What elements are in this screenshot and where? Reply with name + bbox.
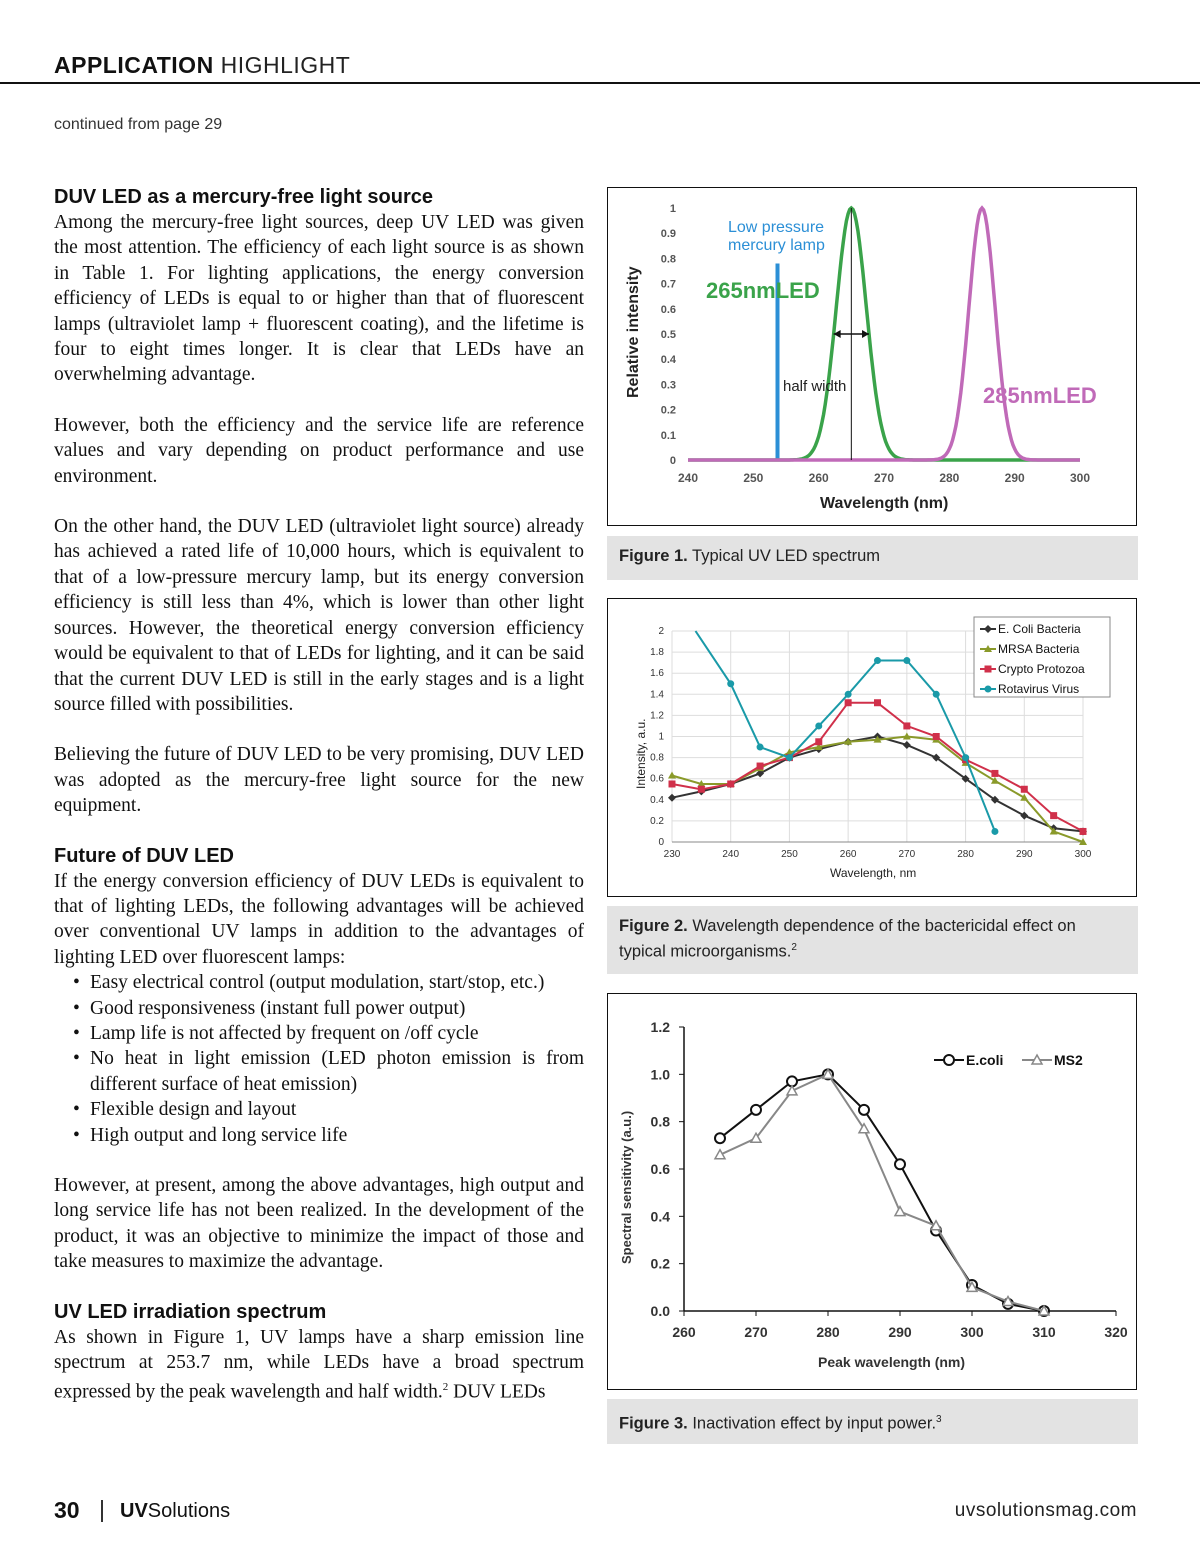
paragraph: If the energy conversion efficiency of DUV LEDs is equivalent to that of lighting LEDs, the following advantages will be achieved over conventional UV lamps in addition to the advantages of lighting LED over fluorescent lamps: xyxy=(54,870,584,968)
data-point xyxy=(962,754,969,761)
x-tick-label: 270 xyxy=(744,1324,768,1340)
x-tick-label: 280 xyxy=(939,471,960,485)
x-tick-label: 300 xyxy=(1074,849,1092,860)
y-tick-label: 1 xyxy=(669,203,676,215)
data-point xyxy=(895,1159,905,1169)
data-point xyxy=(985,686,992,693)
data-point xyxy=(991,828,998,835)
data-point xyxy=(715,1150,725,1159)
data-point xyxy=(698,786,705,793)
x-tick-label: 320 xyxy=(1104,1324,1128,1340)
citation-sup: 2 xyxy=(791,942,797,953)
data-point xyxy=(727,680,734,687)
paragraph: Among the mercury-free light sources, deep UV LED was given the most attention. The efficiency of each light source is as shown in Table 1. For lighting applications, the energy conversion efficiency of LEDs is equal to or higher than that of fluorescent lamps (ultraviolet lamp + fluorescent coating), and the lifetime is four to eight times longer. It is clear that LEDs have an overwhelming advantage. xyxy=(54,212,584,386)
caption-text: Typical UV LED spectrum xyxy=(687,547,881,565)
section-heading: DUV LED as a mercury-free light source xyxy=(54,186,434,208)
caption-label: Figure 1. xyxy=(619,547,688,565)
y-tick-label: 1.2 xyxy=(650,710,664,722)
x-tick-label: 240 xyxy=(722,849,740,860)
y-tick-label: 0 xyxy=(658,837,664,848)
paragraph: On the other hand, the DUV LED (ultraviolet light source) already has achieved a rated life of 10,000 hours, which is equivalent to that of a low-pressure mercury lamp, but its energy conversion efficiency is still less than 4%, which is lower than other light sources. However, the theoretical energy conversion efficiency would be equivalent to that of LEDs for lighting, and it can be said that the current DUV LED is still in the early stages and is a light source filled with possibilities. xyxy=(54,516,584,715)
x-axis-label: Wavelength (nm) xyxy=(820,495,949,512)
data-point xyxy=(1050,812,1057,819)
figure-2-chart xyxy=(608,599,1136,895)
y-axis-label: Intensity, a.u. xyxy=(634,718,648,789)
y-tick-label: 1.4 xyxy=(650,689,664,701)
figure-3 xyxy=(607,993,1137,1390)
legend-label: E. Coli Bacteria xyxy=(998,622,1081,636)
data-point xyxy=(669,780,676,787)
section-header xyxy=(54,52,350,79)
section-heading: UV LED irradiation spectrum xyxy=(54,1300,327,1323)
data-point xyxy=(815,722,822,729)
x-tick-label: 300 xyxy=(1069,471,1091,485)
list-item: • Flexible design and layout xyxy=(90,1097,584,1122)
data-point xyxy=(668,772,676,779)
citation-sup: 3 xyxy=(936,1414,942,1425)
data-point xyxy=(727,780,734,787)
y-tick-label: 1.8 xyxy=(650,647,664,659)
header-light: HIGHLIGHT xyxy=(220,52,351,78)
data-point xyxy=(786,754,793,761)
y-tick-label: 0.4 xyxy=(650,794,664,806)
data-point xyxy=(903,722,910,729)
x-tick-label: 260 xyxy=(839,849,857,860)
y-tick-label: 0.6 xyxy=(650,1161,670,1177)
series-line xyxy=(696,631,995,831)
list-item: • No heat in light emission (LED photon emission is from different surface of heat emission) xyxy=(90,1046,584,1097)
article-column xyxy=(54,185,584,1405)
series-line xyxy=(672,703,1083,832)
annotation-mercury-line2: mercury lamp xyxy=(728,237,825,254)
citation-sup: 2 xyxy=(442,1381,449,1394)
brand-bold: UV xyxy=(120,1500,148,1522)
series-line xyxy=(720,1074,1044,1311)
figure-1-caption xyxy=(607,536,1138,580)
paragraph: However, at present, among the above advantages, high output and long service life has not been realized. In the development of the product, it was an objective to minimize the impact of those and take measures to maximize the advantage. xyxy=(54,1175,584,1273)
data-point xyxy=(1021,786,1028,793)
x-tick-label: 290 xyxy=(1015,849,1033,860)
data-point xyxy=(668,794,676,802)
data-point xyxy=(991,777,999,784)
continued-note: continued from page 29 xyxy=(54,116,223,133)
x-tick-label: 280 xyxy=(957,849,974,860)
x-tick-label: 270 xyxy=(898,849,916,860)
x-axis-label: Wavelength, nm xyxy=(830,866,917,880)
legend-label: Rotavirus Virus xyxy=(998,682,1080,696)
x-tick-label: 250 xyxy=(781,849,798,860)
data-point xyxy=(845,699,852,706)
paragraph-text: As shown in Figure 1, UV lamps have a sharp emission line spectrum at 253.7 nm, while LEDs have a broad spectrum expressed by the peak wavelength and half width. xyxy=(54,1326,584,1403)
data-point xyxy=(933,691,940,698)
list-item: • Good responsiveness (instant full power output) xyxy=(90,996,584,1021)
paragraph: However, both the efficiency and the service life are reference values and vary depending on product performance and use environment. xyxy=(54,414,584,487)
y-tick-label: 0.2 xyxy=(660,404,676,417)
data-point xyxy=(985,666,992,673)
footer-divider xyxy=(101,1500,103,1522)
series-rotavirus-virus xyxy=(696,631,999,835)
y-tick-label: 0.4 xyxy=(650,1208,670,1225)
x-tick-label: 290 xyxy=(888,1324,912,1340)
x-tick-label: 270 xyxy=(873,471,895,485)
x-axis-label: Peak wavelength (nm) xyxy=(818,1354,966,1370)
legend-marker xyxy=(944,1055,954,1065)
data-point xyxy=(874,699,881,706)
figure-3-chart xyxy=(608,994,1136,1388)
data-point xyxy=(757,744,764,751)
y-tick-label: 1.0 xyxy=(650,1066,670,1083)
paragraph xyxy=(54,1325,584,1406)
caption-text: Inactivation effect by input power. xyxy=(687,1414,937,1433)
data-point xyxy=(991,770,998,777)
data-point xyxy=(845,691,852,698)
y-tick-label: 0 xyxy=(669,455,676,467)
paragraph-text: DUV LEDs xyxy=(448,1381,546,1403)
y-tick-label: 0.2 xyxy=(650,1255,670,1272)
annotation-265nm: 265nmLED xyxy=(706,278,820,303)
data-point xyxy=(859,1105,869,1115)
list-item: • Easy electrical control (output modulation, start/stop, etc.) xyxy=(90,970,584,995)
x-tick-label: 260 xyxy=(808,471,829,485)
data-point xyxy=(815,738,822,745)
x-tick-label: 250 xyxy=(743,471,764,485)
x-tick-label: 300 xyxy=(960,1324,984,1340)
data-point xyxy=(903,741,911,749)
y-tick-label: 0.7 xyxy=(660,278,676,291)
y-tick-label: 0.8 xyxy=(650,1113,670,1130)
y-tick-label: 0.4 xyxy=(660,354,676,367)
legend-label: MRSA Bacteria xyxy=(998,642,1080,656)
figure-3-caption xyxy=(607,1399,1138,1444)
data-point xyxy=(751,1105,761,1115)
y-tick-label: 0.2 xyxy=(650,815,664,827)
magazine-brand xyxy=(120,1500,230,1523)
data-point xyxy=(1020,812,1028,820)
y-tick-label: 0.8 xyxy=(650,752,664,764)
x-tick-label: 310 xyxy=(1032,1324,1056,1340)
y-tick-label: 1.2 xyxy=(650,1019,670,1035)
y-tick-label: 0.1 xyxy=(660,429,676,442)
legend-label: MS2 xyxy=(1054,1052,1083,1068)
caption-label: Figure 3. xyxy=(619,1414,688,1433)
annotation-285nm: 285nmLED xyxy=(983,383,1097,408)
data-point xyxy=(757,763,764,770)
series-ms2 xyxy=(715,1069,1049,1315)
figure-2-caption xyxy=(607,906,1138,974)
page-number: 30 xyxy=(54,1497,80,1523)
paragraph: Believing the future of DUV LED to be very promising, DUV LED was adopted as the mercury-free light source for the new equipment. xyxy=(54,744,584,817)
y-tick-label: 0.0 xyxy=(650,1303,670,1319)
x-tick-label: 290 xyxy=(1004,471,1025,485)
figure-2 xyxy=(607,598,1137,897)
list-item: • High output and long service life xyxy=(90,1123,584,1148)
y-tick-label: 0.9 xyxy=(660,228,676,241)
series-line xyxy=(720,1074,1044,1311)
y-tick-label: 2 xyxy=(658,626,664,637)
legend-label: Crypto Protozoa xyxy=(998,662,1085,676)
series-e-coli xyxy=(715,1069,1049,1316)
brand-light: Solutions xyxy=(147,1500,231,1522)
advantages-list xyxy=(54,970,584,1148)
annotation-mercury-line1: Low pressure xyxy=(728,219,825,236)
y-tick-label: 1.6 xyxy=(650,668,664,680)
caption-label: Figure 2. xyxy=(619,917,688,935)
y-tick-label: 0.5 xyxy=(660,329,676,341)
data-point xyxy=(1080,828,1087,835)
header-rule xyxy=(0,82,1200,84)
figure-1-chart xyxy=(608,188,1136,524)
header-bold: APPLICATION xyxy=(54,52,214,78)
caption-text: Wavelength dependence of the bactericidal effect on typical microorganisms. xyxy=(619,917,1076,961)
data-point xyxy=(903,657,910,664)
y-tick-label: 0.3 xyxy=(660,379,676,392)
y-tick-label: 0.8 xyxy=(660,253,676,266)
y-axis-label: Relative intensity xyxy=(625,266,642,398)
y-tick-label: 0.6 xyxy=(660,303,676,316)
data-point xyxy=(895,1207,905,1216)
x-tick-label: 230 xyxy=(663,849,681,860)
legend-label: E.coli xyxy=(966,1052,1004,1068)
data-point xyxy=(933,733,940,740)
figure-1 xyxy=(607,187,1137,526)
x-tick-label: 280 xyxy=(816,1324,840,1340)
data-point xyxy=(715,1133,725,1143)
data-point xyxy=(874,657,881,664)
annotation-half-width: half width xyxy=(783,378,847,395)
x-tick-label: 260 xyxy=(672,1324,696,1340)
y-tick-label: 1 xyxy=(658,731,664,743)
y-tick-label: 0.6 xyxy=(650,773,664,785)
magazine-url: uvsolutionsmag.com xyxy=(954,1500,1137,1521)
list-item: • Lamp life is not affected by frequent on /off cycle xyxy=(90,1021,584,1046)
y-axis-label: Spectral sensitivity (a.u.) xyxy=(619,1110,634,1264)
x-tick-label: 240 xyxy=(677,471,699,485)
section-heading: Future of DUV LED xyxy=(54,844,234,867)
data-point xyxy=(787,1086,797,1095)
